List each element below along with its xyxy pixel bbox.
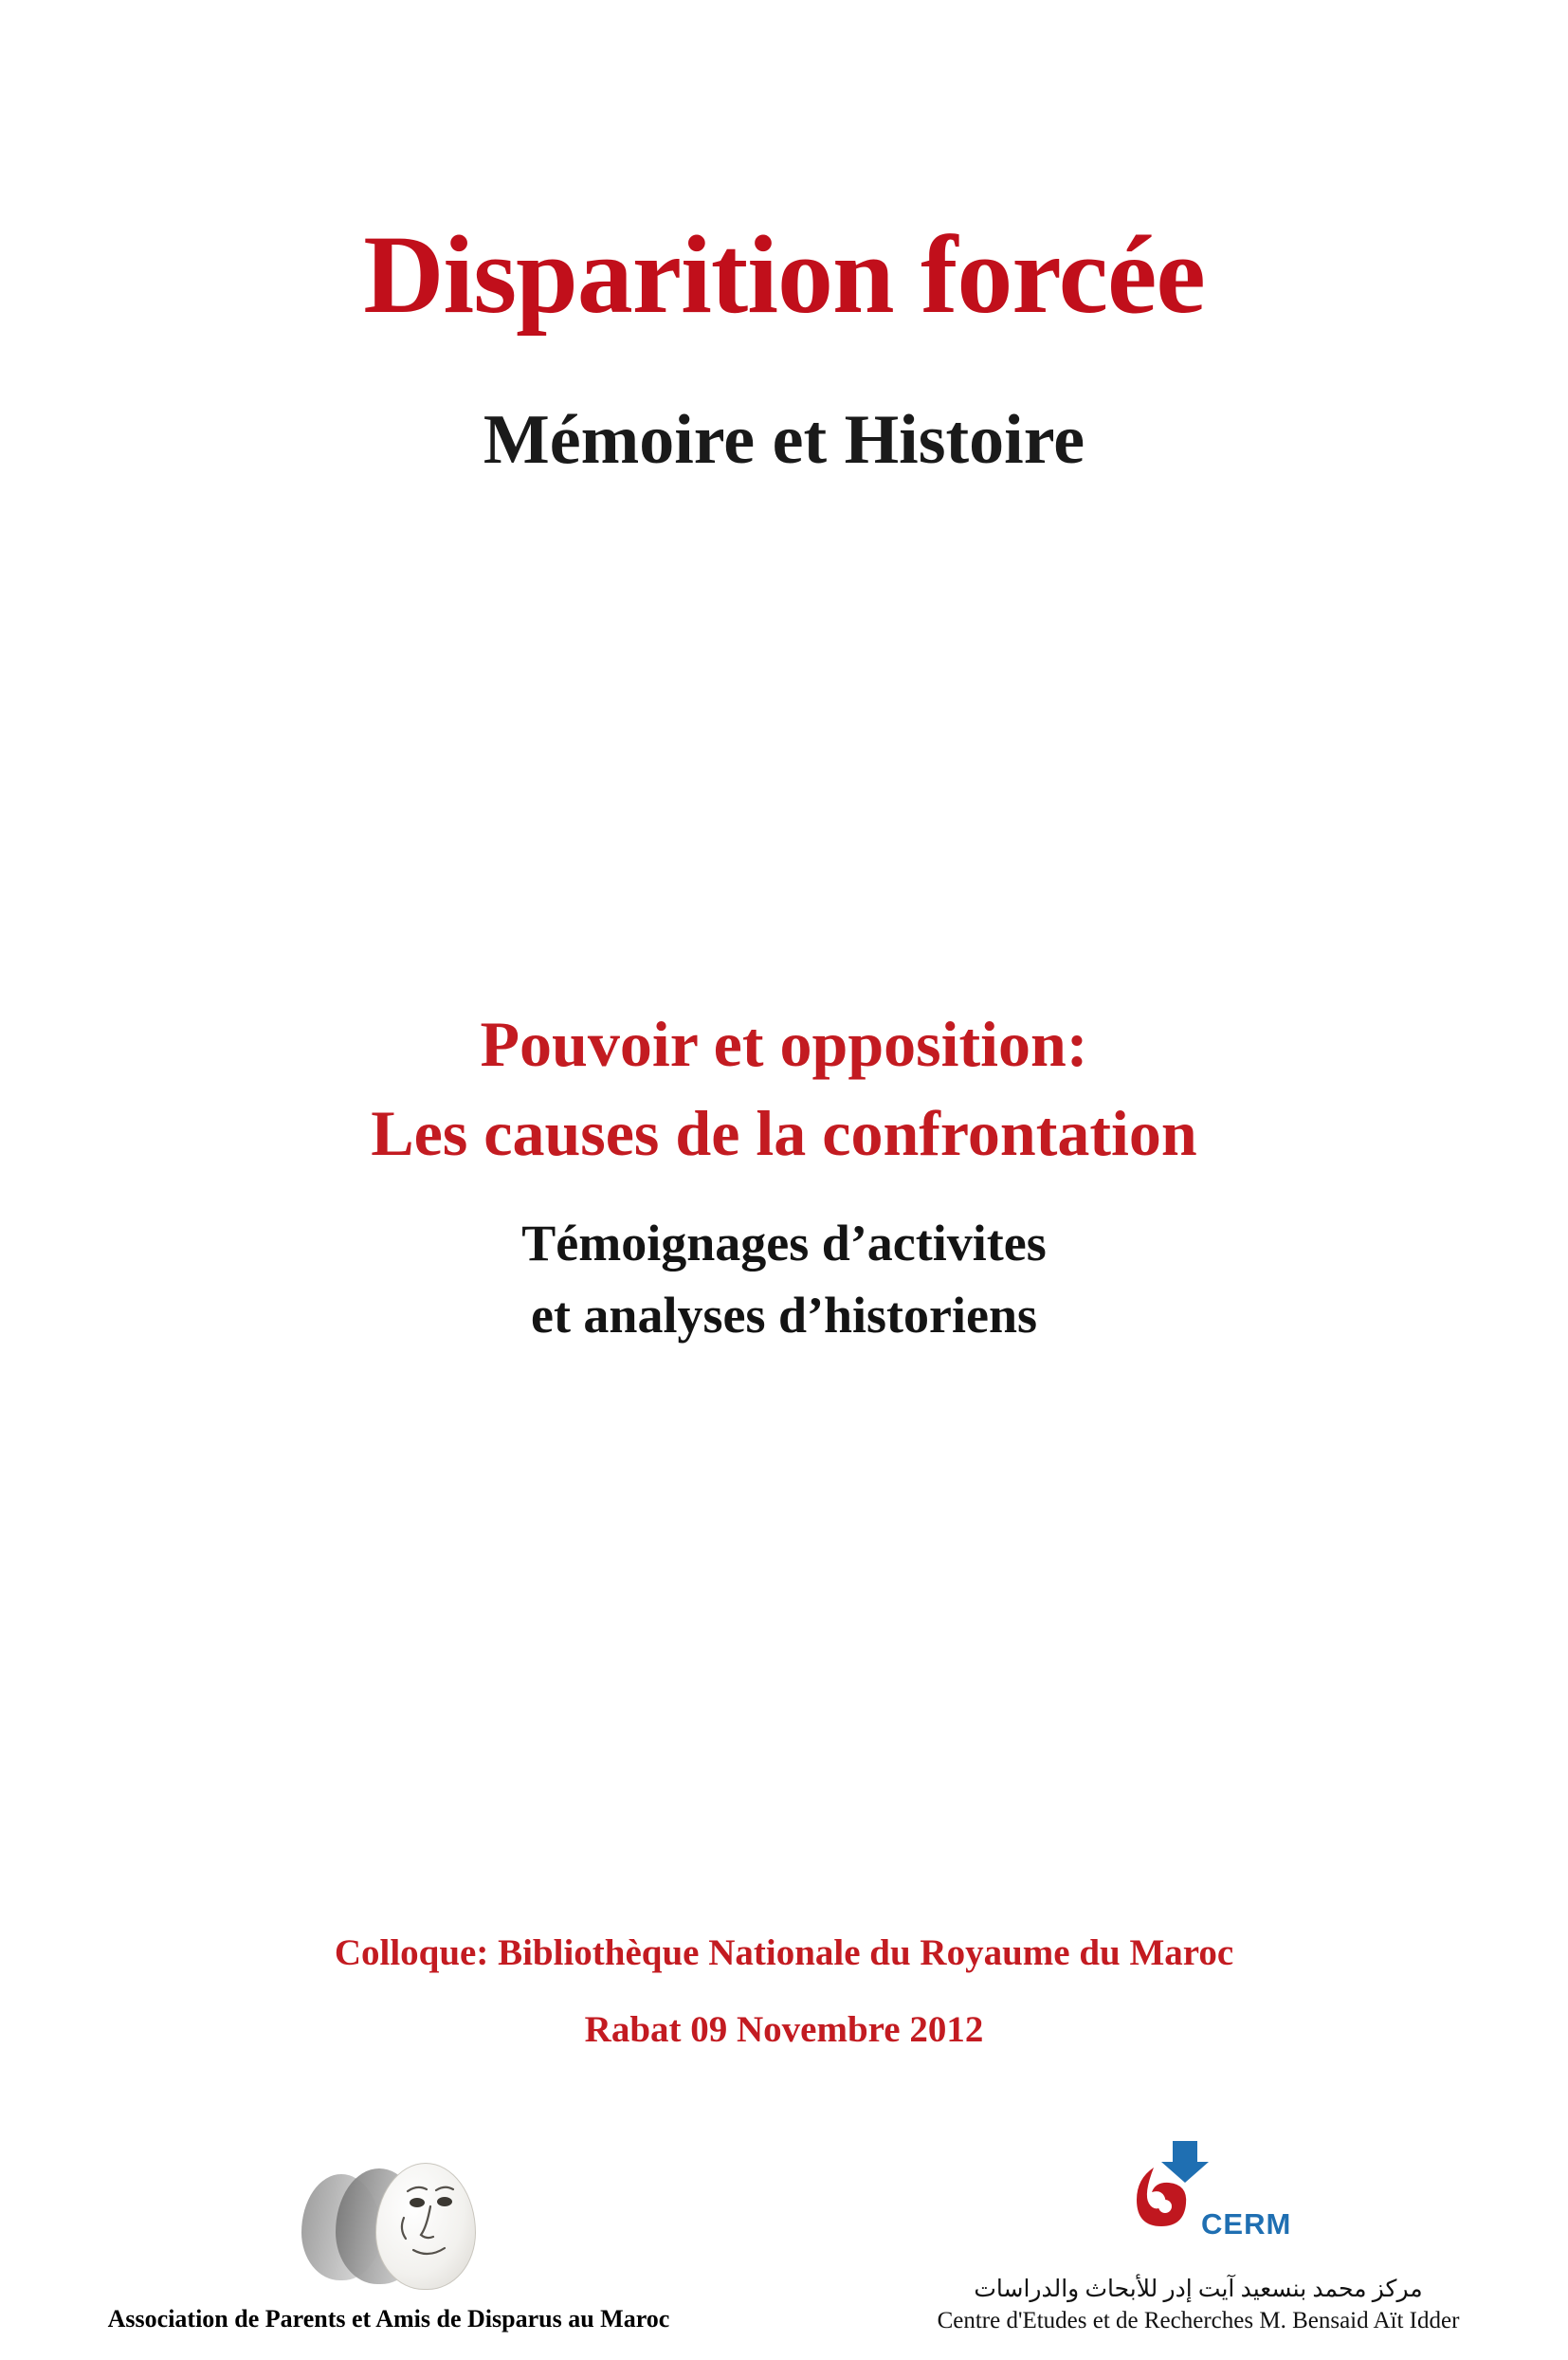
organization-right [866, 2124, 1530, 2338]
event-block [0, 1934, 1568, 2048]
page-subtitle: Mémoire et Histoire [483, 400, 1085, 479]
theme-line-2: Les causes de la confrontation [371, 1096, 1197, 1169]
event-date: Rabat 09 Novembre 2012 [584, 2009, 984, 2050]
theme-subline-2: et analyses d’historiens [530, 1287, 1037, 1345]
page-title: Disparition forcée [363, 212, 1205, 337]
event-venue: Colloque: Bibliothèque Nationale du Royaume du Maroc [334, 1932, 1234, 1973]
footer-logos [0, 2047, 1568, 2360]
logo-wrap-left [57, 2150, 720, 2292]
title-block [0, 212, 1568, 479]
cerm-acronym: CERM [1201, 2206, 1292, 2241]
organization-right-name-arabic: مركز محمد بنسعيد آيت إدر للأبحاث والدراسات [974, 2276, 1423, 2302]
organization-left [57, 2150, 720, 2333]
logo-wrap-right [866, 2124, 1530, 2266]
cerm-icon [1099, 2133, 1298, 2266]
theme-subline-1: Témoignages d’activites [521, 1214, 1047, 1271]
organization-right-name-french: Centre d'Etudes et de Recherches M. Bensaid Aït Idder [937, 2308, 1460, 2334]
organization-left-name: Association de Parents et Amis de Disparus au Maroc [107, 2305, 670, 2333]
theme-line-1: Pouvoir et opposition: [480, 1008, 1088, 1080]
theme-block [0, 1000, 1568, 1352]
face-mask-icon [294, 2159, 483, 2292]
